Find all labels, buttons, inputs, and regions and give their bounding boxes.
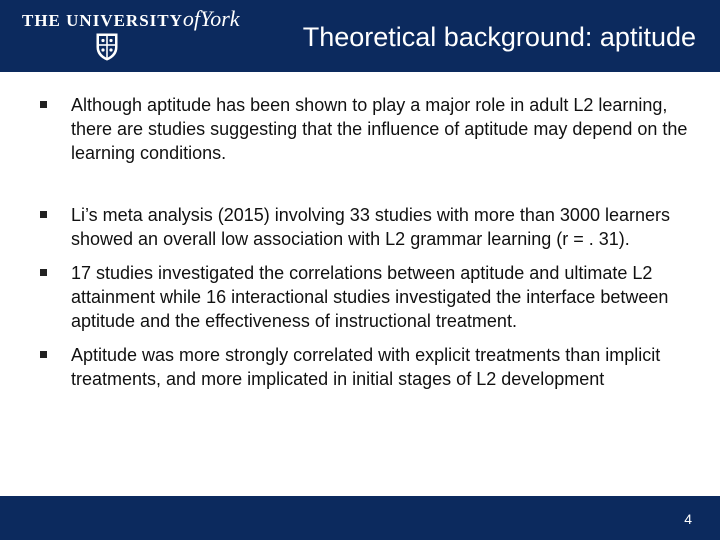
header-bar	[0, 0, 720, 72]
bullet-item	[40, 343, 695, 391]
square-bullet-icon	[40, 269, 47, 276]
bullet-text: Li’s meta analysis (2015) involving 33 studies with more than 3000 learners showed an overall low association with L2 grammar learning (r = . 31).	[71, 205, 670, 249]
page-number: 4	[684, 511, 692, 527]
logo-york: York	[200, 6, 240, 31]
square-bullet-icon	[40, 351, 47, 358]
bullet-item	[40, 93, 695, 165]
logo-of: of	[182, 6, 201, 31]
university-crest-icon	[96, 33, 118, 61]
university-logo	[22, 6, 240, 32]
bullet-list	[40, 93, 695, 391]
bullet-text: Although aptitude has been shown to play a major role in adult L2 learning, there are studies suggesting that the influence of aptitude may depend on the learning conditions.	[71, 95, 688, 163]
bullet-item	[40, 203, 695, 251]
bullet-item	[40, 261, 695, 333]
square-bullet-icon	[40, 211, 47, 218]
footer-bar	[0, 496, 720, 540]
slide-title: Theoretical background: aptitude	[302, 22, 696, 52]
bullet-text: Aptitude was more strongly correlated with explicit treatments than implicit treatments, and more implicated in initial stages of L2 development	[71, 345, 661, 389]
bullet-text: 17 studies investigated the correlations between aptitude and ultimate L2 attainment while 16 interactional studies investigated the interface between aptitude and the effectiveness of instructional treatment.	[71, 263, 669, 331]
square-bullet-icon	[40, 101, 47, 108]
logo-text: THE UNIVERSITY	[22, 11, 183, 30]
